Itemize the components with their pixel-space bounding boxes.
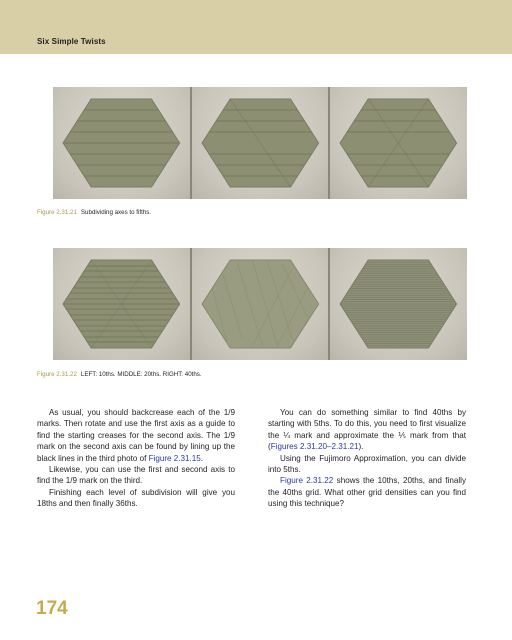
paragraph: Likewise, you can use the first and second axis to find the 1/9 mark on the third. (37, 465, 235, 486)
paragraph-text: ). (358, 442, 364, 452)
figure-link[interactable]: Figure 2.31.22 (280, 476, 334, 486)
hexagon-fifths-3-graphic (330, 87, 467, 199)
photo-hexagon-fifths-3 (330, 87, 467, 199)
hexagon-40ths-graphic (330, 248, 467, 360)
caption-text: LEFT: 10ths. MIDDLE: 20ths. RIGHT: 40ths. (80, 371, 202, 378)
hexagon-20ths-graphic (192, 248, 329, 360)
photo-hexagon-20ths (192, 248, 329, 360)
paragraph (268, 407, 466, 453)
figure-2-31-22-caption (37, 371, 202, 378)
figure-link[interactable]: Figure 2.31.15 (148, 453, 201, 463)
paragraph: Finishing each level of subdivision will give you 18ths and then finally 36ths. (37, 487, 235, 509)
body-column-right (268, 407, 466, 510)
figures-link[interactable]: Figures 2.31.20–2.31.21 (270, 442, 359, 452)
hexagon-fifths-1-graphic (53, 87, 190, 199)
figure-2-31-21-photos (53, 87, 467, 199)
paragraph (268, 475, 466, 509)
photo-hexagon-fifths-2 (192, 87, 329, 199)
paragraph-text: You can do something similar to find 40ths by starting with 5ths. To do this, you need to first visualize the ¼ mark and approximate the ⅕ mark from that ( (268, 408, 466, 452)
paragraph-text: . (200, 453, 204, 463)
page-number: 174 (36, 598, 68, 619)
hexagon-fifths-2-graphic (192, 87, 329, 199)
photo-hexagon-fifths-1 (53, 87, 190, 199)
figure-2-31-22-photos (53, 248, 467, 360)
body-column-left (37, 407, 235, 510)
paragraph-text: As usual, you should backcrease each of the 1/9 marks. Then rotate and use the first axis as a guide to find the starting creases for the second axis. The 1/9 mark on the second axis can be found by lining up the black lines in the third photo of (37, 408, 235, 463)
paragraph-text: shows the 10ths, 20ths, and finally the 40ths grid. What other grid densities can you find using this technique? (268, 476, 466, 509)
caption-text: Subdividing axes to fifths. (80, 209, 152, 216)
figure-2-31-21-caption (37, 209, 151, 216)
photo-hexagon-10ths (53, 248, 190, 360)
paragraph: Using the Fujimoro Approximation, you can divide into 5ths. (268, 453, 466, 475)
hexagon-10ths-graphic (53, 248, 190, 360)
paragraph (37, 407, 235, 464)
chapter-title: Six Simple Twists (37, 37, 106, 46)
figure-number: Figure 2.31.21 (37, 209, 77, 216)
photo-hexagon-40ths (330, 248, 467, 360)
figure-number: Figure 2.31.22 (37, 371, 77, 378)
